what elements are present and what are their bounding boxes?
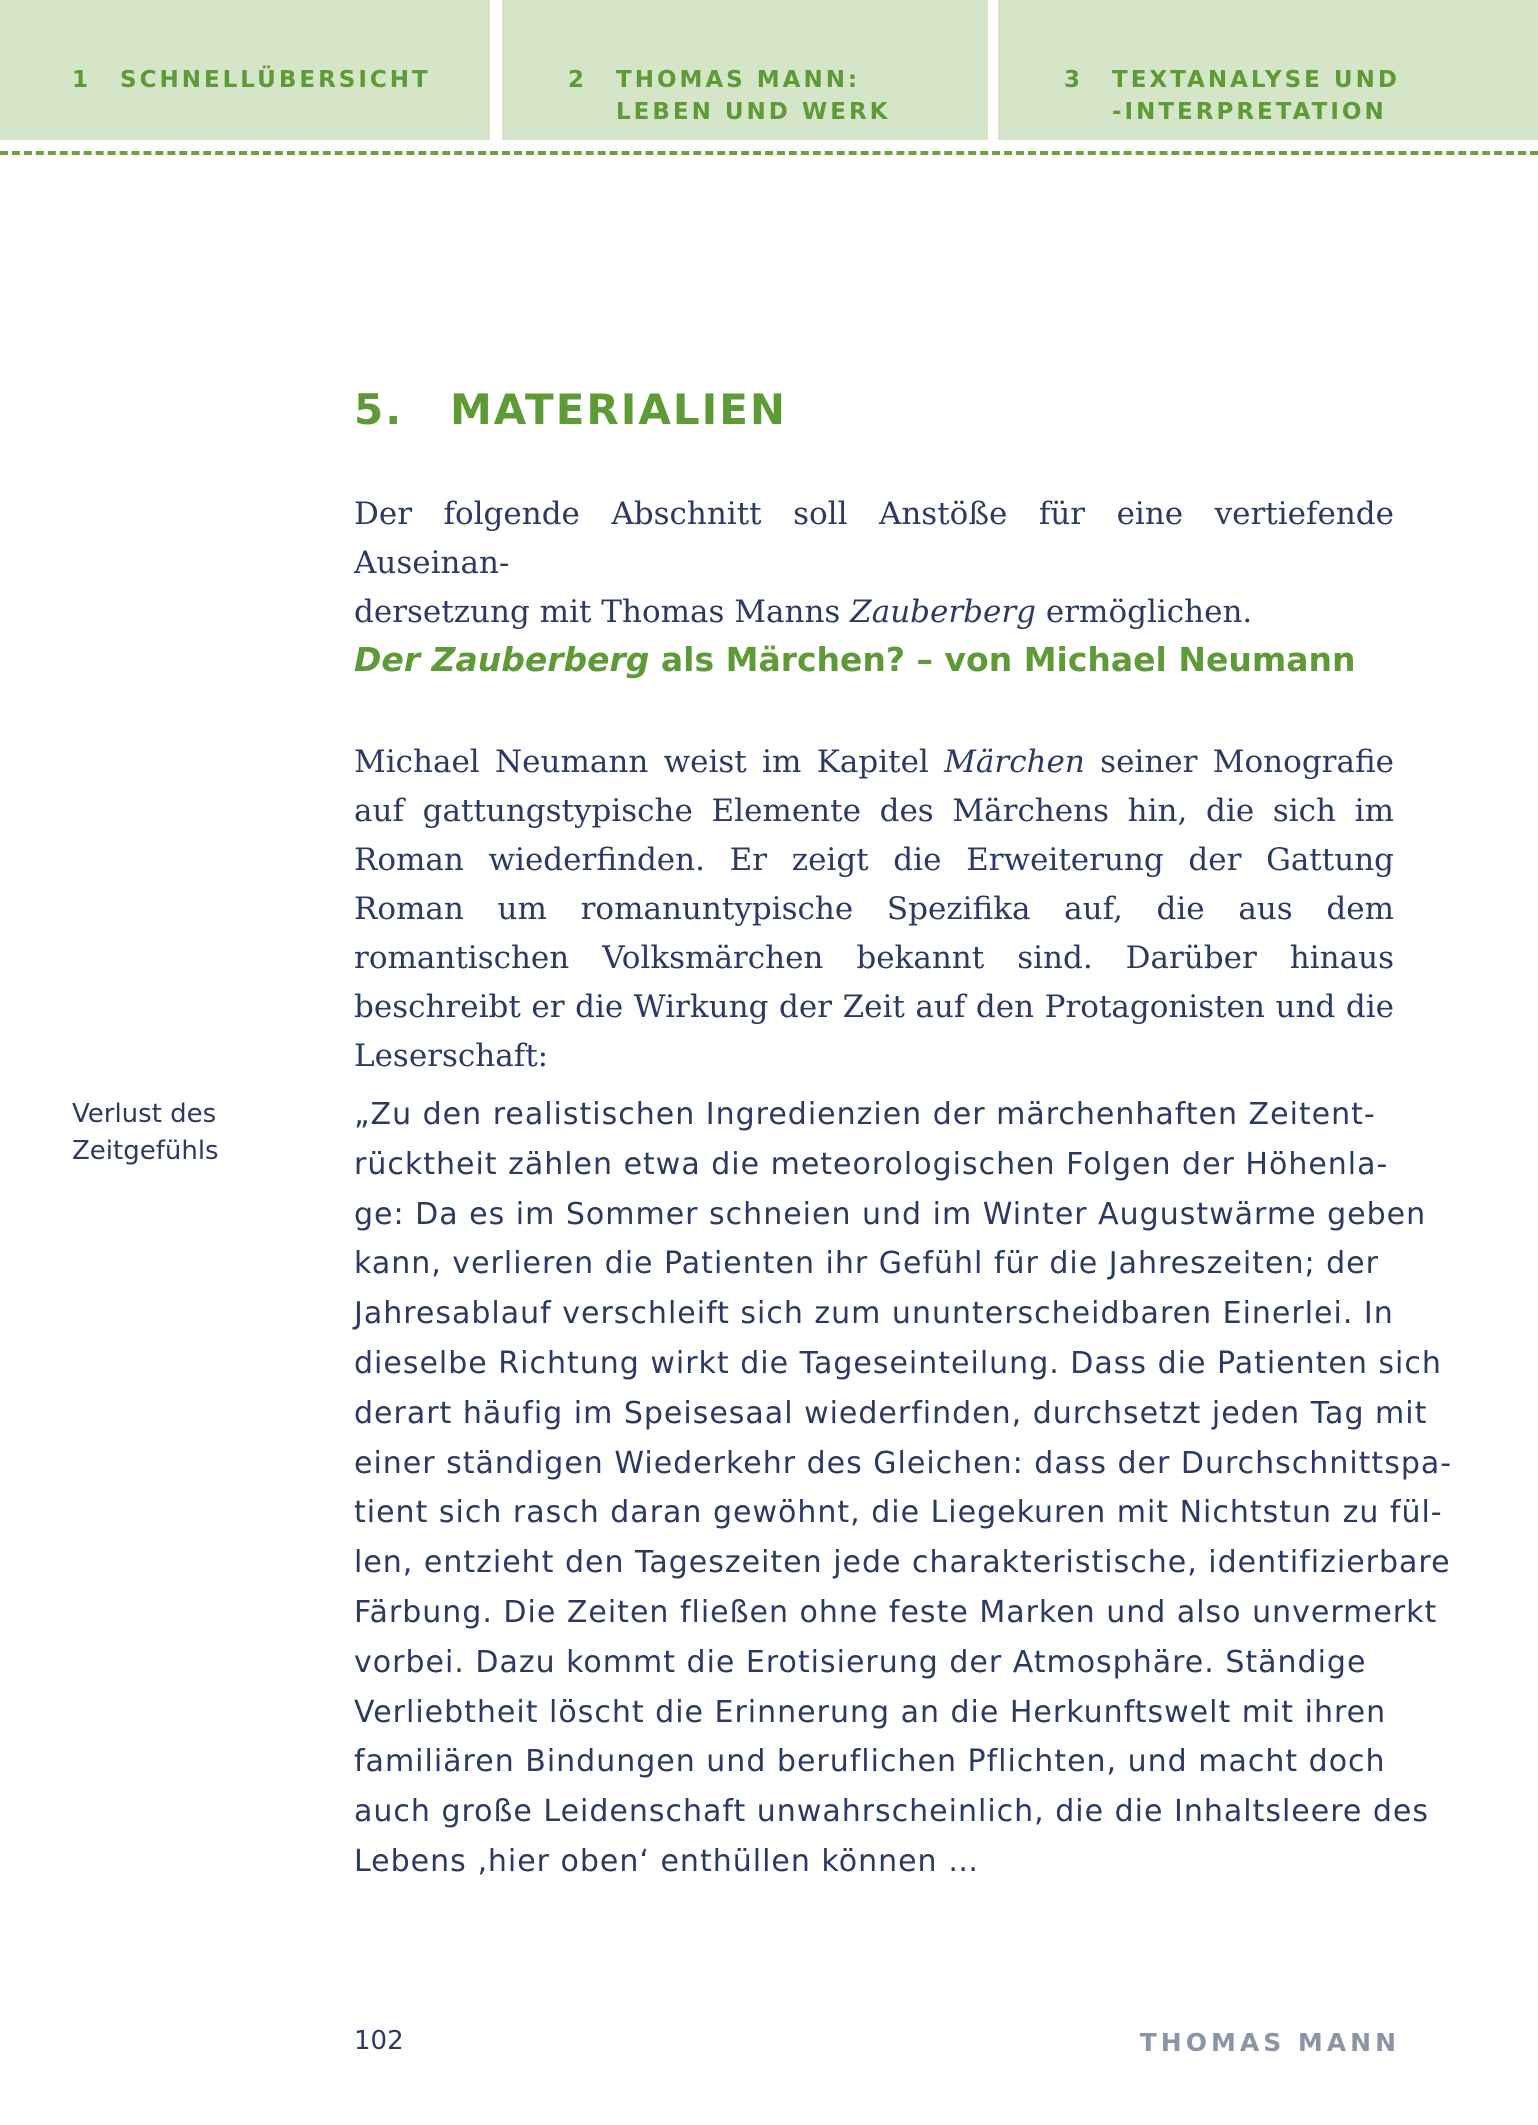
quote-line: familiären Bindungen und beruflichen Pflichten, und macht doch: [354, 1744, 1386, 1780]
quote-line: dieselbe Richtung wirkt die Tageseinteilung. Dass die Patienten sich: [354, 1345, 1442, 1381]
quote-line: Jahresablauf verschleift sich zum ununterscheidbaren Einerlei. In: [354, 1296, 1394, 1332]
tab-label: SCHNELLÜBERSICHT: [120, 67, 431, 93]
summary-paragraph: Michael Neumann weist im Kapitel Märchen seiner Monografie auf gattungstypische Elemente des Märchens hin, die sich im Roman wiederfinden. Er zeigt die Erweiterung der Gattung Roman um romanuntypische Spezifika auf, die aus dem romantischen Volksmärchen bekannt sind. Darüber hinaus beschreibt er die Wirkung der Zeit auf den Protagonisten und die Leserschaft:: [354, 744, 1394, 1074]
quote-line: einer ständigen Wiederkehr des Gleichen: dass der Durchschnittspa-: [354, 1445, 1453, 1481]
quote-line: derart häufig im Speisesaal wiederfinden, durchsetzt jeden Tag mit: [354, 1395, 1428, 1431]
tab-textanalyse[interactable]: [998, 0, 1538, 140]
chapter-tabs: [0, 0, 1538, 140]
quote-line: auch große Leidenschaft unwahrscheinlich, die die Inhaltsleere des: [354, 1794, 1430, 1830]
quote-line: Färbung. Die Zeiten fließen ohne feste Marken und also unvermerkt: [354, 1594, 1438, 1630]
quote-line: vorbei. Dazu kommt die Erotisierung der Atmosphäre. Ständige: [354, 1644, 1367, 1680]
quote-line: Verliebtheit löscht die Erinnerung an die Herkunftswelt mit ihren: [354, 1694, 1387, 1730]
tab-leben-und-werk[interactable]: [502, 0, 988, 140]
chapter-title: Märchen: [944, 744, 1085, 780]
intro-paragraph: Der folgende Abschnitt soll Anstöße für eine vertiefende Auseinan- dersetzung mit Thomas Manns Zauberberg ermöglichen.: [354, 496, 1394, 630]
quote-line: „Zu den realistischen Ingredienzien der märchenhaften Zeitent-: [354, 1097, 1376, 1132]
quote-line: kann, verlieren die Patienten ihr Gefühl für die Jahreszeiten; der: [354, 1246, 1379, 1282]
quote-line: tient sich rasch daran gewöhnt, die Liegekuren mit Nichtstun zu fül-: [354, 1495, 1443, 1531]
quote-line: rücktheit zählen etwa die meteorologischen Folgen der Höhenla-: [354, 1146, 1389, 1182]
section-heading: [354, 385, 787, 434]
quote-line: ge: Da es im Sommer schneien und im Winter Augustwärme geben: [354, 1196, 1427, 1232]
quote-line: Lebens ‚hier oben‘ enthüllen können …: [354, 1843, 980, 1879]
section-number: 5.: [354, 385, 404, 434]
work-title: Zauberberg: [850, 594, 1037, 630]
tab-number: 1: [72, 67, 92, 93]
quotation: [354, 1090, 1453, 1887]
dashed-divider: [0, 151, 1538, 155]
section-title: MATERIALIEN: [450, 385, 788, 434]
running-title: THOMAS MANN: [1139, 2028, 1400, 2057]
tab-number: 3: [1064, 67, 1084, 93]
tab-number: 2: [568, 67, 588, 93]
tab-schnelluebersicht[interactable]: [0, 0, 490, 140]
tab-label: THOMAS MANN: LEBEN UND WERK: [616, 67, 891, 125]
tab-label: TEXTANALYSE UND -INTERPRETATION: [1112, 67, 1400, 125]
margin-note: Verlust des Zeitgefühls: [72, 1099, 219, 1166]
material-subheading: Der Zauberberg als Märchen? – von Michael Neumann: [354, 640, 1356, 679]
page-number: 102: [354, 2026, 404, 2056]
quote-line: len, entzieht den Tageszeiten jede charakteristische, identifizierbare: [354, 1545, 1451, 1581]
